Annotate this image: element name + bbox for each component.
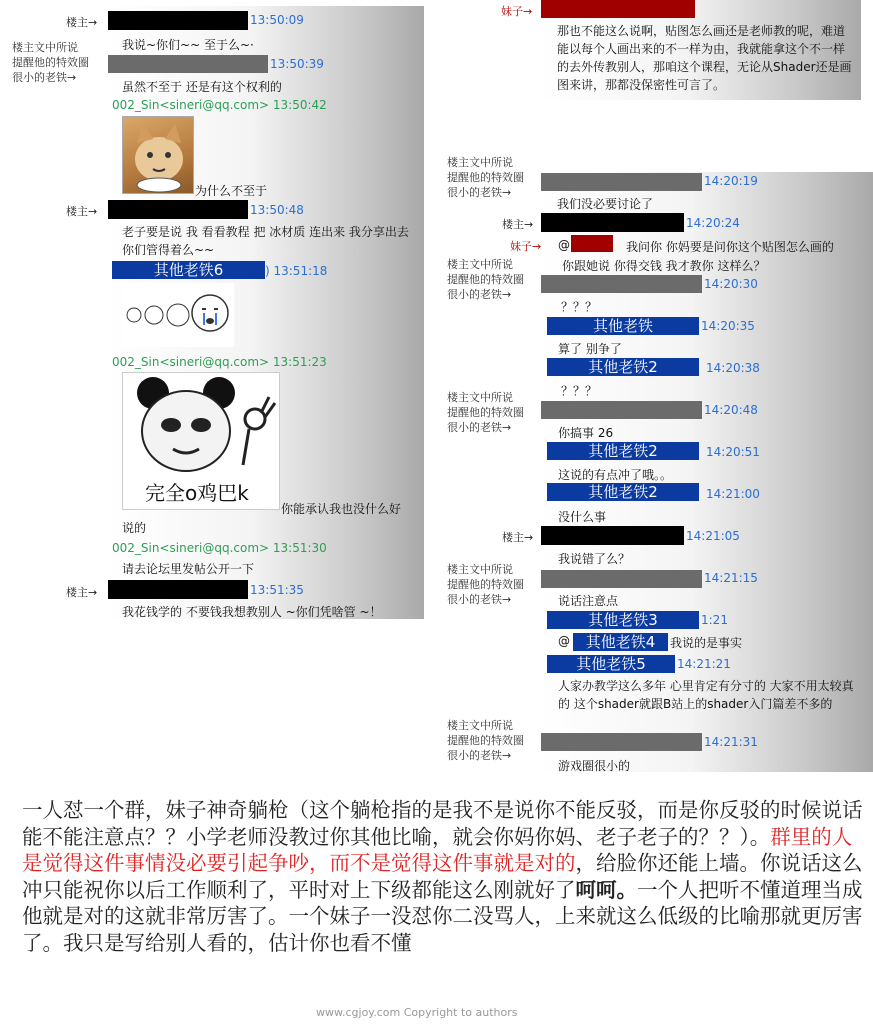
redacted-name-box: 其他老铁5 [547, 655, 675, 673]
chat-message: 游戏圈很小的 [558, 759, 631, 773]
chat-message: ？？？ [561, 384, 598, 398]
redacted-name [571, 235, 613, 252]
chat-message: 没什么事 [558, 510, 607, 524]
highlighted-text: 群里的人是觉得这件事情没必要引起争吵，而不是觉得这件事就是对的 [22, 824, 853, 875]
mention-at: @ [558, 238, 570, 252]
sender-line: 002_Sin<sineri@qq.com> 13:51:30 [112, 541, 327, 555]
annotation-note: 楼主文中所说 提醒他的特效圈 很小的老铁→ [447, 156, 524, 199]
cat-meme-image [122, 116, 194, 194]
timestamp: 14:20:35 [701, 319, 755, 333]
redacted-name [541, 570, 702, 588]
timestamp: 14:20:48 [704, 403, 758, 417]
timestamp: ) 13:51:18 [265, 264, 328, 278]
timestamp: 14:21:00 [706, 487, 760, 501]
girl-label: 妹子→ [501, 5, 533, 18]
timestamp: 14:21:31 [704, 735, 758, 749]
redacted-name [541, 173, 702, 191]
redacted-name [541, 401, 702, 419]
timestamp: 14:21:15 [704, 571, 758, 585]
owner-label: 楼主→ [502, 531, 534, 544]
redacted-name-box: 其他老铁4 [573, 633, 668, 651]
redacted-name [108, 200, 248, 219]
chat-message: 我们没必要讨论了 [557, 197, 654, 211]
owner-label: 楼主→ [502, 218, 534, 231]
chat-message: 你跟她说 你得交钱 我才教你 这样么？ [562, 259, 766, 273]
redacted-name [541, 526, 684, 545]
timestamp: 13:50:39 [270, 57, 324, 71]
redacted-name [541, 213, 684, 232]
copyright-footer: www.cgjoy.com Copyright to authors [316, 1006, 518, 1019]
panda-meme-image [122, 372, 280, 510]
girl-label: 妹子→ [510, 240, 542, 253]
chat-message: 老子要是说 我 看看教程 把 冰材质 连出来 我分享出去 你们管得着么~~ [122, 225, 409, 257]
redacted-name-box: 其他老铁6 [112, 261, 265, 279]
timestamp: 14:21:21 [677, 657, 731, 671]
timestamp: 14:20:30 [704, 277, 758, 291]
timestamp: 14:21:05 [686, 529, 740, 543]
timestamp: 14:20:24 [686, 216, 740, 230]
owner-label: 楼主→ [66, 16, 98, 29]
timestamp: 13:50:48 [250, 203, 304, 217]
timestamp: 14:20:38 [706, 361, 760, 375]
sender-line: 002_Sin<sineri@qq.com> 13:51:23 [112, 355, 327, 369]
redacted-name-box: 其他老铁2 [547, 442, 699, 460]
redacted-name [108, 11, 248, 30]
redacted-name [108, 580, 248, 599]
chat-message: 人家办教学这么多年 心里肯定有分寸的 大家不用太较真的 这个shader就跟B站上的shader入门篇差不多的 [558, 679, 854, 711]
sender-line: 002_Sin<sineri@qq.com> 13:50:42 [112, 98, 327, 112]
panda-meme-text: 完全o鸡巴k [145, 481, 249, 505]
mention-at: @ [558, 634, 570, 648]
redacted-name-box: 其他老铁3 [547, 611, 699, 629]
timestamp: 13:51:35 [250, 583, 304, 597]
chat-message: 请去论坛里发帖公开一下 [122, 562, 255, 576]
annotation-note: 楼主文中所说 提醒他的特效圈 很小的老铁→ [447, 258, 524, 301]
timestamp: 14:20:19 [704, 174, 758, 188]
annotation-note: 楼主文中所说 提醒他的特效圈 很小的老铁→ [447, 563, 524, 606]
cat-face-icon [123, 117, 195, 195]
chat-message: 我花钱学的 不要钱我想教别人 ~你们凭啥管 ~！ [122, 605, 382, 619]
timestamp: 13:50:09 [250, 13, 304, 27]
chat-message: 为什么不至于 [195, 184, 268, 198]
redacted-name-box: 其他老铁2 [547, 483, 699, 501]
owner-label: 楼主→ [66, 205, 98, 218]
redacted-name-box: 其他老铁2 [547, 358, 699, 376]
chat-message: 我说的是事实 [670, 636, 743, 650]
redacted-name [541, 733, 702, 751]
chat-message: 我问你 你妈要是问你这个贴图怎么画的 [626, 240, 834, 254]
chat-message: 我说错了么？ [558, 552, 631, 566]
chat-message: 这说的有点冲了哦。。 [558, 468, 673, 482]
owner-label: 楼主→ [66, 586, 98, 599]
redacted-name [541, 275, 702, 293]
crying-faces-sticker [122, 283, 234, 347]
chat-message: 那也不能这么说啊，贴图怎么画还是老师教的呢，难道能以每个人画出来的不一样为由，我就能拿这个不一样的去外传教别人，那咱这个课程，无论从Shader还是画图来讲，那都没保密性可言了。 [557, 24, 852, 92]
annotation-note: 楼主文中所说 提醒他的特效圈 很小的老铁→ [447, 719, 524, 762]
redacted-name [108, 55, 268, 73]
chat-message: ？？？ [561, 300, 598, 314]
annotation-note: 楼主文中所说 提醒他的特效圈 很小的老铁→ [447, 391, 524, 434]
timestamp: 1:21 [701, 613, 728, 627]
annotation-note: 楼主文中所说 提醒他的特效圈 很小的老铁→ [12, 41, 89, 84]
chat-message: 虽然不至于 还是有这个权利的 [122, 80, 282, 94]
timestamp: 14:20:51 [706, 445, 760, 459]
chat-message: 算了 别争了 [558, 342, 622, 356]
chat-message: 我说~你们~~ 至于么~· [122, 38, 254, 52]
commentary-paragraph: 一人怼一个群，妹子神奇躺枪（这个躺枪指的是我不是说你不能反驳，而是你反驳的时候说话能不能注意点？？小学老师没教过你其他比喻，就会你妈你妈、老子老子的？？）。群里的人是觉得这件事情没必要引起争吵，而不是觉得这件事就是对的，给脸你还能上墙。你说话这么冲只能祝你以后工作顺利了，平时对上下级都能这么刚就好了呵呵。一个人把听不懂道理当成他就是对的这就非常厉害了。一个妹子一没怼你二没骂人，上来就这么低级的比喻那就更厉害了。我只是写给别人看的，估计你也看不懂 [22, 798, 863, 955]
chat-message: 说的 [122, 521, 147, 535]
chat-message: 你能承认我也没什么好 [281, 502, 402, 516]
redacted-name-box: 其他老铁 [547, 317, 699, 335]
redacted-name [541, 0, 695, 18]
bold-text: 呵呵。 [575, 877, 637, 902]
chat-message: 说话注意点 [558, 594, 619, 608]
chat-message: 你搞事 26 [558, 426, 614, 440]
